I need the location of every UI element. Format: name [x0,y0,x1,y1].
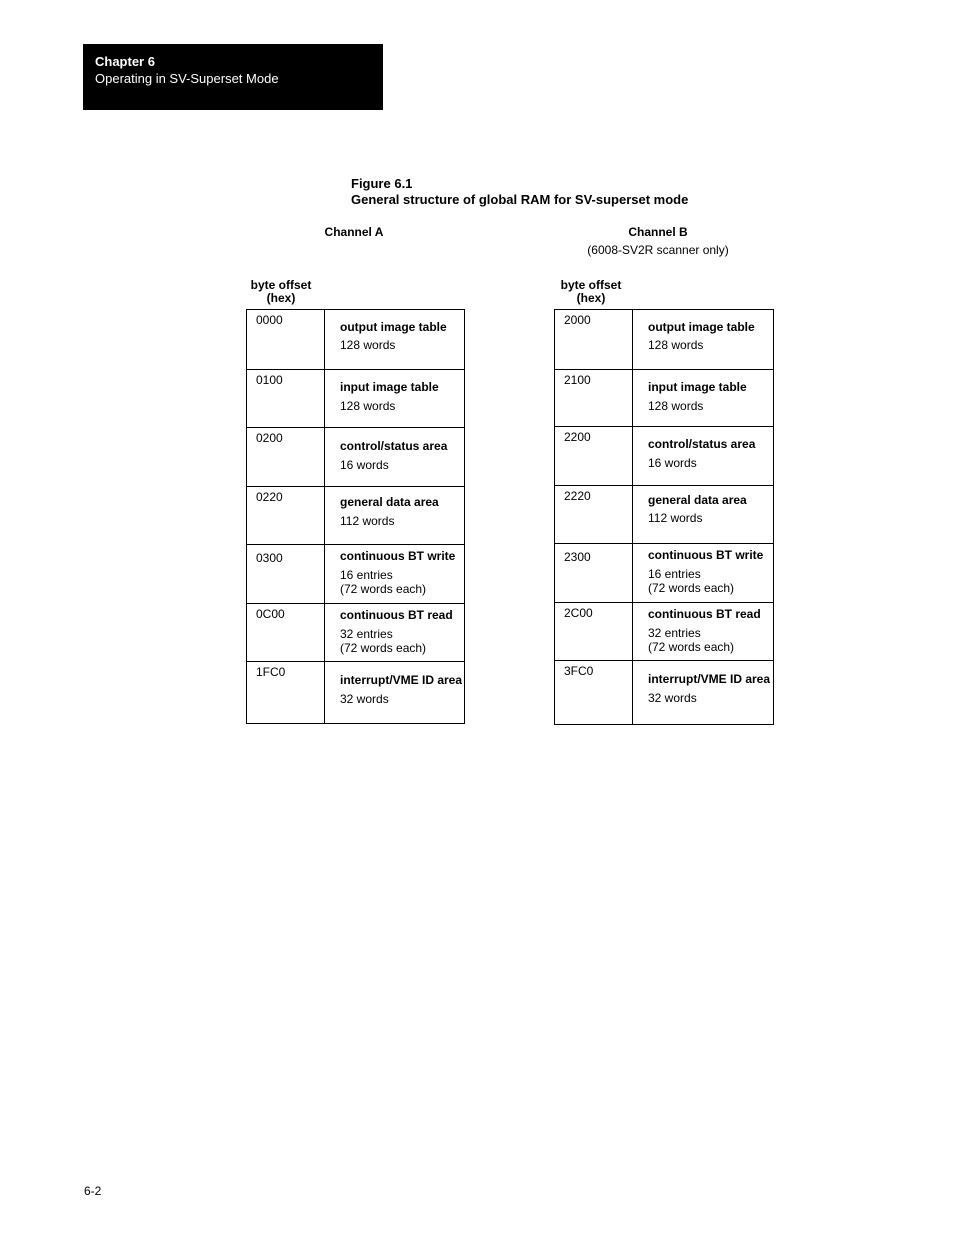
area-size-note: (72 words each) [340,641,427,655]
byte-offset: 0220 [247,487,325,544]
byte-offset: 2200 [555,427,633,485]
area-description [633,544,773,602]
table-row [555,426,773,485]
table-row [555,602,773,660]
byte-offset: 0C00 [247,604,325,661]
byte-offset: 2000 [555,310,633,369]
byte-offset: 3FC0 [555,661,633,724]
table-row [555,485,773,543]
channel-a-name: Channel A [324,225,384,239]
chapter-header [83,44,383,110]
table-row [247,427,464,486]
byte-offset: 2100 [555,370,633,426]
area-description [633,310,773,369]
channel-a-heading [300,224,408,241]
table-row [555,660,773,724]
area-description [325,310,464,369]
area-size-note: (72 words each) [648,581,735,595]
byte-offset: 2220 [555,486,633,543]
channel-b-name: Channel B [628,225,688,239]
area-size-note: (72 words each) [340,582,427,596]
table-row [247,369,464,427]
table-row [247,486,464,544]
area-title: interrupt/VME ID area [340,673,463,687]
area-size: 112 words [340,514,395,528]
area-size: 32 words [340,692,389,706]
table-row [247,310,464,369]
area-size-note: (72 words each) [648,640,735,654]
channel-a-offset-header [247,279,315,305]
area-title: continuous BT write [648,548,764,562]
area-size: 128 words [340,338,396,352]
offset-unit: (hex) [576,291,606,305]
area-title: interrupt/VME ID area [648,672,771,686]
area-title: general data area [648,493,747,507]
area-description [325,662,464,723]
area-size: 128 words [340,399,396,413]
chapter-title: Operating in SV-Superset Mode [95,71,279,86]
area-title: continuous BT write [340,549,456,563]
area-size: 128 words [648,338,704,352]
table-row [555,310,773,369]
area-description [633,370,773,426]
area-size: 16 words [340,458,389,472]
page-number: 6-2 [84,1184,102,1198]
area-title: continuous BT read [648,607,761,621]
area-size: 16 entries [648,567,701,581]
area-size: 128 words [648,399,704,413]
table-row [555,543,773,602]
area-title: general data area [340,495,439,509]
byte-offset: 0000 [247,310,325,369]
byte-offset: 0200 [247,428,325,486]
area-size: 16 words [648,456,697,470]
table-row [247,661,464,723]
channel-b-memory-table [554,309,774,725]
area-title: continuous BT read [340,608,453,622]
area-description [325,604,464,661]
byte-offset: 0100 [247,370,325,427]
chapter-number: Chapter 6 [95,54,155,69]
area-size: 32 words [648,691,697,705]
channel-b-offset-header [557,279,625,305]
area-description [325,370,464,427]
byte-offset: 2C00 [555,603,633,660]
area-description [633,603,773,660]
area-title: input image table [340,380,439,394]
area-description [325,487,464,544]
area-description [633,661,773,724]
area-description [325,545,464,603]
byte-offset: 2300 [555,544,633,602]
offset-label: byte offset [250,278,312,292]
figure-number: Figure 6.1 [351,176,413,191]
area-description [633,486,773,543]
figure-title: General structure of global RAM for SV-superset mode [351,192,689,207]
offset-label: byte offset [560,278,622,292]
area-size: 16 entries [340,568,393,582]
area-description [325,428,464,486]
table-row [247,544,464,603]
byte-offset: 0300 [247,545,325,603]
area-size: 112 words [648,511,703,525]
area-title: output image table [648,320,755,334]
channel-a-memory-table [246,309,465,724]
channel-b-note: (6008-SV2R scanner only) [587,243,729,257]
table-row [555,369,773,426]
area-size: 32 entries [340,627,393,641]
area-title: control/status area [340,439,448,453]
area-size: 32 entries [648,626,701,640]
channel-b-heading [572,224,744,259]
area-title: input image table [648,380,747,394]
figure-caption [351,176,688,208]
area-title: output image table [340,320,447,334]
table-row [247,603,464,661]
byte-offset: 1FC0 [247,662,325,723]
area-title: control/status area [648,437,756,451]
area-description [633,427,773,485]
offset-unit: (hex) [266,291,296,305]
